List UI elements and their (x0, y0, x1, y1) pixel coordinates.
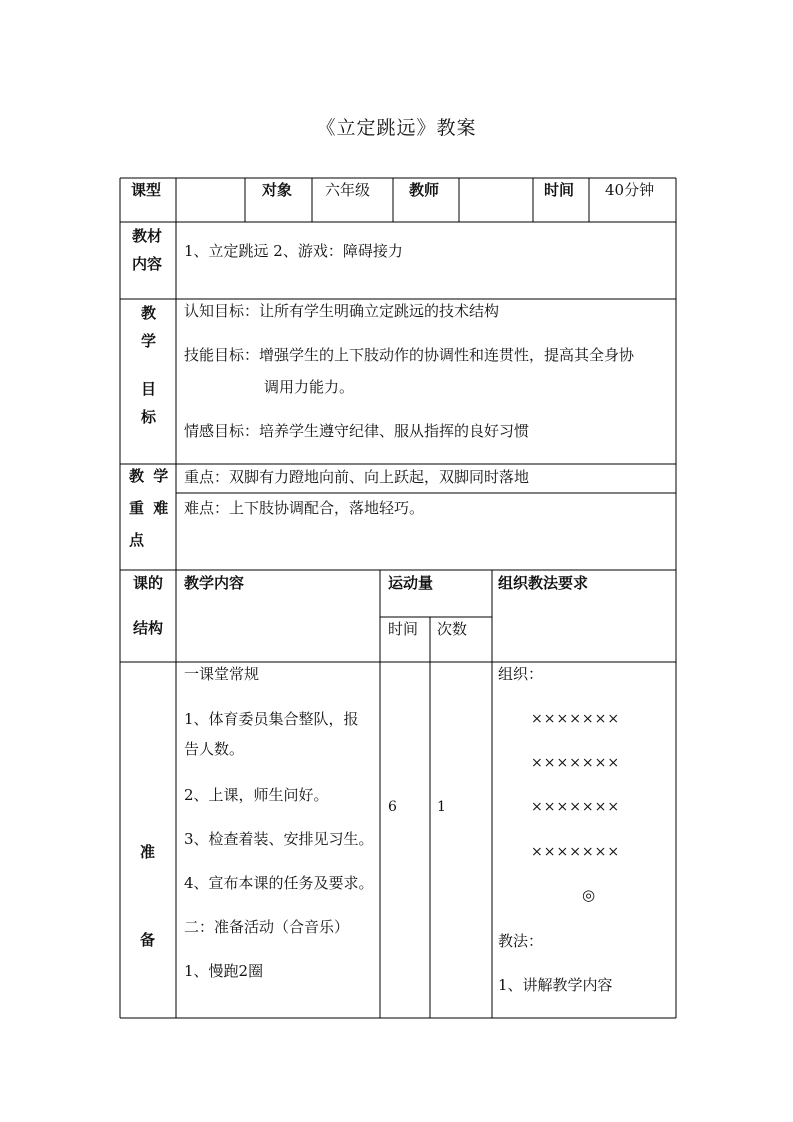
prep-count-value: 1 (437, 799, 446, 815)
teacher-label: 教师 (409, 181, 440, 199)
prep-content-line: 3、检查着装、安排见习生。 (184, 830, 374, 848)
document-title: 《立定跳远》教案 (316, 117, 477, 139)
goal-skill-line2: 调用力能力。 (264, 378, 355, 396)
key-point-text: 重点：双脚有力蹬地向前、向上跃起，双脚同时落地 (184, 468, 530, 486)
goals-label-char: 教 (141, 304, 157, 322)
keypoints-label-line3: 点 (129, 531, 145, 549)
prep-content-line: 4、宣布本课的任务及要求。 (184, 874, 374, 892)
prep-content-line: 2、上课，师生问好。 (184, 786, 329, 804)
target-value: 六年级 (325, 181, 371, 199)
method-item: 1、讲解教学内容 (498, 976, 613, 994)
goal-cognitive: 认知目标：让所有学生明确立定跳远的技术结构 (184, 302, 500, 320)
prep-label-char: 准 (140, 843, 156, 861)
lesson-type-label: 课型 (131, 181, 162, 199)
goals-label-char: 目 (141, 380, 157, 398)
load-count-header: 次数 (437, 620, 468, 638)
goal-skill-line1: 技能目标：增强学生的上下肢动作的协调性和连贯性，提高其全身协 (184, 346, 635, 364)
materials-label-line2: 内容 (132, 255, 163, 273)
formation-row: ××××××× (531, 755, 621, 771)
goals-label-char: 标 (141, 408, 157, 426)
prep-time-value: 6 (388, 799, 397, 815)
materials-label-line1: 教材 (132, 227, 163, 245)
load-time-header: 时间 (388, 620, 419, 638)
difficulty-text: 难点：上下肢协调配合，落地轻巧。 (184, 499, 425, 517)
teacher-position-icon: ◎ (582, 886, 596, 904)
time-value: 40分钟 (605, 181, 655, 199)
content-header: 教学内容 (184, 574, 245, 592)
formation-row: ××××××× (531, 711, 621, 727)
materials-text: 1、立定跳远 2、游戏：障碍接力 (184, 242, 403, 260)
structure-label-line2: 结构 (133, 619, 164, 637)
prep-content-line: 二：准备活动（合音乐） (184, 918, 350, 936)
prep-content-line: 1、慢跑2圈 (184, 962, 264, 980)
prep-label-char: 备 (140, 931, 156, 949)
formation-row: ××××××× (531, 844, 621, 860)
goal-emotion: 情感目标：培养学生遵守纪律、服从指挥的良好习惯 (184, 422, 530, 440)
method-label: 教法： (498, 932, 544, 950)
structure-label-line1: 课的 (133, 574, 164, 592)
prep-content-line: 告人数。 (184, 740, 245, 758)
target-label: 对象 (262, 181, 293, 199)
organization-header: 组织教法要求 (498, 574, 589, 592)
goals-label-char: 学 (141, 332, 157, 350)
keypoints-label-line2: 重 难 (129, 499, 171, 517)
keypoints-label-line1: 教 学 (129, 467, 171, 485)
formation-row: ××××××× (531, 799, 621, 815)
organization-label: 组织： (498, 665, 544, 683)
prep-content-line: 1、体育委员集合整队，报 (184, 710, 359, 728)
prep-content-line: 一课堂常规 (184, 665, 260, 683)
time-label: 时间 (544, 181, 575, 199)
load-header: 运动量 (388, 574, 434, 592)
